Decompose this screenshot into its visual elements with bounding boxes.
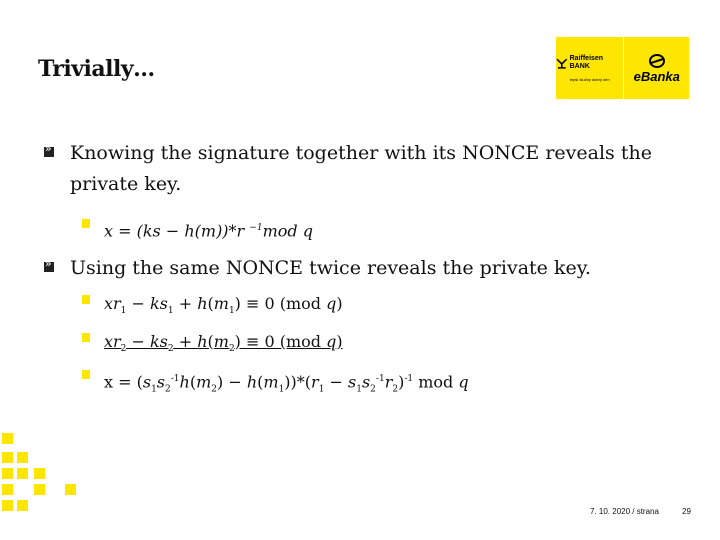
logo-ebanka: eBanka bbox=[633, 68, 680, 84]
sub-bullet-icon bbox=[82, 295, 90, 304]
formula-3: $xr_2 - ks_2 + h(m_2) \equiv 0$ (mod q) bbox=[104, 332, 343, 355]
bullet-icon bbox=[44, 147, 54, 157]
page-number: 29 bbox=[682, 507, 691, 516]
bank-logo bbox=[556, 37, 689, 99]
ebanka-swirl-icon bbox=[647, 53, 667, 69]
bullet1-line1: Knowing the signature together with its NONCE reveals the bbox=[70, 142, 652, 164]
formula-2: $xr_1 - ks_1 + h(m_1) \equiv 0$ (mod q) bbox=[104, 294, 343, 317]
sub-bullet-icon bbox=[82, 333, 90, 342]
ebanka-logo bbox=[623, 37, 689, 99]
slide-title: Trivially… bbox=[38, 56, 155, 82]
formula-1: x = (ks − h(m))*r $^{-1}$mod q bbox=[104, 221, 313, 241]
sub-bullet-icon bbox=[82, 370, 90, 379]
logo-brand: Raiffeisen BANK bbox=[569, 54, 604, 70]
bullet-icon bbox=[44, 262, 54, 272]
footer-date: 7. 10. 2020 / strana bbox=[590, 507, 659, 516]
raiffeisen-logo bbox=[556, 37, 623, 99]
bullet2-line: Using the same NONCE twice reveals the private key. bbox=[70, 257, 591, 279]
logo-tagline: tepší služby dobrý den bbox=[569, 76, 610, 82]
sub-bullet-icon bbox=[82, 219, 90, 228]
formula-4: $x = (s_1s_2^{-1}h(m_2) - h(m_1))*(r_1 - s_1s_2^{-1}r_2)^{-1}$ mod q bbox=[104, 372, 469, 395]
raiffeisen-cross-icon bbox=[556, 57, 568, 69]
bullet1-line2: private key. bbox=[70, 173, 182, 195]
